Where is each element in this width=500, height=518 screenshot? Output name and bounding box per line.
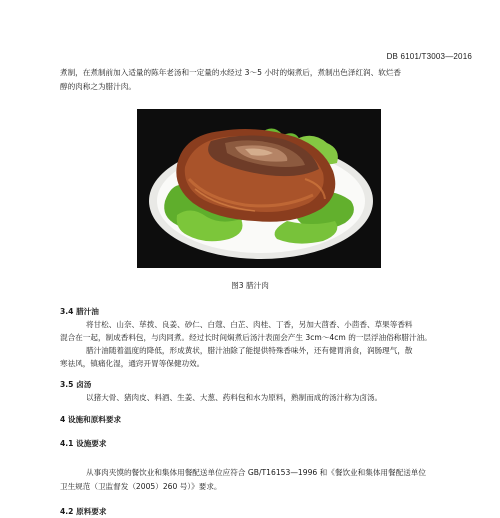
intro-line-1: 煮制，在煮制前加入适量的陈年老汤和一定量的水经过 3～5 小时的焖煮后，煮制出色泽红润、软烂香 bbox=[60, 68, 402, 77]
section-4-1-heading: 4.1 设施要求 bbox=[60, 439, 107, 448]
section-4-1-p1-line1: 从事肉夹馍的餐饮业和集体用餐配送单位应符合 GB/T16153—1996 和《餐饮业和集体用餐配送单位 bbox=[86, 468, 426, 477]
larou-photo bbox=[137, 109, 381, 268]
section-4-heading: 4 设施和原料要求 bbox=[60, 415, 122, 424]
standard-code: DB 6101/T3003—2016 bbox=[386, 52, 472, 61]
section-3-4-p1-line1: 将甘松、山奈、荜拨、良姜、砂仁、白蔻、白芷、肉桂、丁香，另加大茴香、小茴香、草果等香料 bbox=[86, 320, 413, 329]
section-3-4-p1-line2: 混合在一起，制成香料包，与肉同煮。经过长时间焖煮后汤汁表面会产生 3cm～4cm 的一层浮油俗称腊汁油。 bbox=[60, 333, 432, 342]
section-3-4-p2-line1: 腊汁油随着温度的降低，形成黄状，腊汁油除了能提供特殊香味外，还有健胃消食，润肠理气，散 bbox=[86, 346, 413, 355]
larou-illustration bbox=[137, 109, 381, 268]
section-3-5-p1: 以猪大骨、猪肉皮、料酒、生姜、大葱、药料包和水为原料，熟制而成的汤汁称为卤汤。 bbox=[86, 393, 383, 402]
figure-caption: 图3 腊汁肉 bbox=[231, 281, 269, 290]
section-3-4-heading: 3.4 腊汁油 bbox=[60, 307, 99, 316]
section-3-5-heading: 3.5 卤汤 bbox=[60, 380, 92, 389]
section-4-1-p1-line2: 卫生规范（卫监督发（2005）260 号）》要求。 bbox=[60, 482, 222, 491]
section-3-4-p2-line2: 寒祛风，镇痛化湿，通窍开胃等保健功效。 bbox=[60, 359, 205, 368]
intro-line-2: 醇的肉称之为腊汁肉。 bbox=[60, 82, 136, 91]
section-4-2-heading: 4.2 原料要求 bbox=[60, 507, 107, 516]
